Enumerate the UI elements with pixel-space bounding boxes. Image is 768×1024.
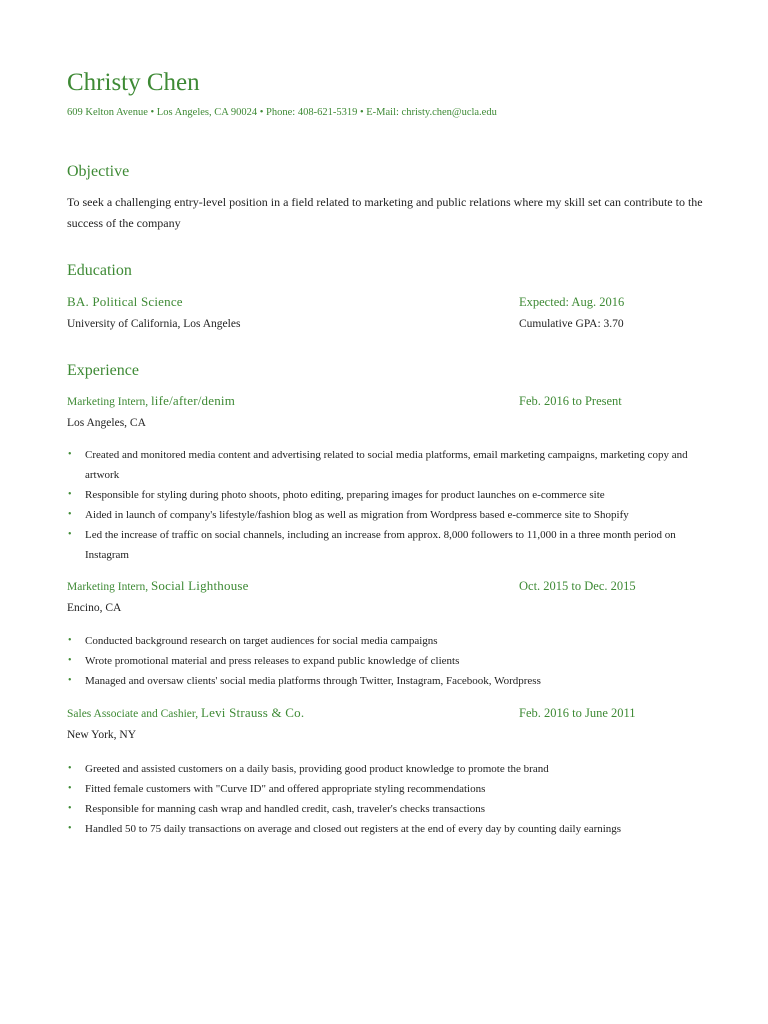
job-role: Marketing Intern, xyxy=(67,581,151,593)
list-item xyxy=(67,505,707,525)
bullet-text: Created and monitored media content and advertising related to social media platforms, email marketing campaigns, marketing copy and artwork xyxy=(85,449,688,481)
job-bullets xyxy=(67,759,707,839)
bullet-icon: • xyxy=(68,783,72,794)
list-item xyxy=(67,759,707,779)
bullet-icon: • xyxy=(68,635,72,646)
experience-heading: Experience xyxy=(67,362,139,379)
degree xyxy=(67,293,183,311)
job-title-line xyxy=(67,577,249,596)
list-item xyxy=(67,445,707,485)
bullet-text: Greeted and assisted customers on a daily basis, providing good product knowledge to promote the brand xyxy=(85,763,549,775)
contact-line: 609 Kelton Avenue • Los Angeles, CA 90024 • Phone: 408-621-5319 • E-Mail: christy.chen@ucla.edu xyxy=(67,107,497,118)
bullet-icon: • xyxy=(68,489,72,500)
list-item xyxy=(67,485,707,505)
degree-title: BA. Political Science xyxy=(67,294,183,309)
bullet-text: Led the increase of traffic on social channels, including an increase from approx. 8,000 followers to 11,000 in a three month period on Instagram xyxy=(85,529,676,561)
list-item xyxy=(67,651,707,671)
school-name: University of California, Los Angeles xyxy=(67,318,241,330)
list-item xyxy=(67,779,707,799)
objective-text: To seek a challenging entry-level position in a field related to marketing and public relations where my skill set can contribute to the success of the company xyxy=(67,195,703,230)
job-location: New York, NY xyxy=(67,729,137,741)
job-dates: Feb. 2016 to Present xyxy=(519,394,622,408)
bullet-icon: • xyxy=(68,675,72,686)
job-role: Sales Associate and Cashier, xyxy=(67,708,201,720)
job-location: Los Angeles, CA xyxy=(67,417,146,429)
bullet-icon: • xyxy=(68,655,72,666)
objective-heading: Objective xyxy=(67,163,130,180)
resume-name: Christy Chen xyxy=(67,69,200,96)
bullet-text: Wrote promotional material and press releases to expand public knowledge of clients xyxy=(85,655,460,667)
bullet-text: Managed and oversaw clients' social media platforms through Twitter, Instagram, Facebook, Wordpress xyxy=(85,675,541,687)
job-org: Levi Strauss & Co. xyxy=(201,705,305,720)
bullet-text: Aided in launch of company's lifestyle/fashion blog as well as migration from Wordpress based e-commerce site to Shopify xyxy=(85,509,629,521)
bullet-text: Handled 50 to 75 daily transactions on average and closed out registers at the end of every day by counting daily earnings xyxy=(85,823,622,835)
bullet-icon: • xyxy=(68,763,72,774)
list-item xyxy=(67,631,707,651)
bullet-text: Responsible for styling during photo shoots, photo editing, preparing images for product launches on e-commerce site xyxy=(85,489,605,501)
job-title-line xyxy=(67,704,304,723)
bullet-icon: • xyxy=(68,803,72,814)
bullet-text: Conducted background research on target audiences for social media campaigns xyxy=(85,635,438,647)
job-bullets xyxy=(67,445,707,565)
bullet-icon: • xyxy=(68,823,72,834)
gpa: Cumulative GPA: 3.70 xyxy=(519,318,624,330)
education-heading: Education xyxy=(67,262,132,279)
bullet-icon: • xyxy=(68,509,72,520)
bullet-icon: • xyxy=(68,449,72,460)
list-item xyxy=(67,525,707,565)
job-title-line xyxy=(67,392,235,411)
list-item xyxy=(67,671,707,691)
job-dates: Feb. 2016 to June 2011 xyxy=(519,706,636,720)
job-role: Marketing Intern, xyxy=(67,396,151,408)
job-bullets xyxy=(67,631,707,691)
bullet-text: Fitted female customers with "Curve ID" and offered appropriate styling recommendations xyxy=(85,783,486,795)
list-item xyxy=(67,799,707,819)
bullet-text: Responsible for manning cash wrap and handled credit, cash, traveler's checks transactions xyxy=(85,803,485,815)
job-dates: Oct. 2015 to Dec. 2015 xyxy=(519,579,636,593)
bullet-icon: • xyxy=(68,529,72,540)
job-org: life/after/denim xyxy=(151,393,236,408)
list-item xyxy=(67,819,707,839)
job-location: Encino, CA xyxy=(67,602,122,614)
degree-expected-date: Expected: Aug. 2016 xyxy=(519,295,625,309)
job-org: Social Lighthouse xyxy=(151,578,249,593)
